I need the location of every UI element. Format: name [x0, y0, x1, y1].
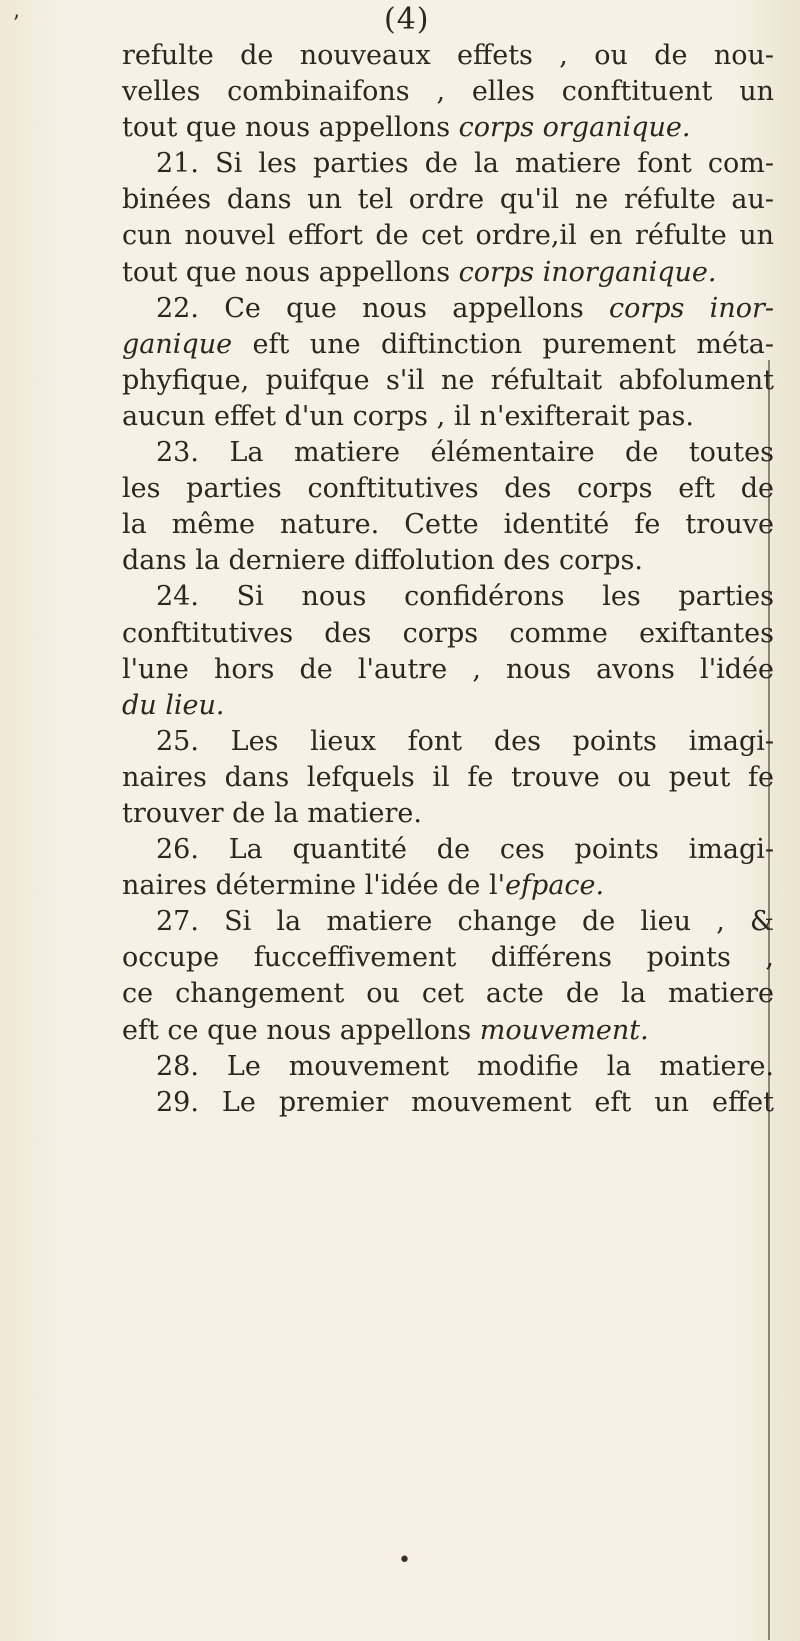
text-line: tout que nous appellons corps organique. — [122, 112, 691, 144]
paragraph-26: 26. La quantité de ces points imagi- — [156, 834, 774, 866]
text-line: naires détermine l'idée de l'efpace. — [122, 870, 605, 902]
text-line: tout que nous appellons corps inorganique. — [122, 256, 717, 288]
paragraph-21: 21. Si les parties de la matiere font com- — [156, 148, 774, 180]
paragraph-29: 29. Le premier mouvement eft un effet — [156, 1086, 774, 1118]
text-line: les parties conftitutives des corps eft de — [122, 473, 774, 505]
text-line: aucun effet d'un corps , il n'exifterait pas. — [122, 400, 694, 432]
text-line: l'une hors de l'autre , nous avons l'idée — [122, 653, 774, 685]
paragraph-24: 24. Si nous confidérons les parties — [156, 581, 774, 613]
page-number: (4) — [384, 2, 430, 37]
paragraph-27: 27. Si la matiere change de lieu , & — [156, 906, 774, 938]
text-line: ce changement ou cet acte de la matiere — [122, 978, 774, 1010]
text-line: eft ce que nous appellons mouvement. — [122, 1014, 649, 1046]
text-line: du lieu. — [122, 689, 225, 721]
text-line: conftitutives des corps comme exiftantes — [122, 617, 774, 649]
text-line: phyfique, puifque s'il ne réfultait abfolument — [122, 364, 774, 396]
text-line: la même nature. Cette identité fe trouve — [122, 509, 774, 541]
text-line: velles combinaifons , elles conftituent un — [122, 76, 774, 108]
paragraph-25: 25. Les lieux font des points imagi- — [156, 725, 774, 757]
text-line: naires dans lefquels il fe trouve ou peut fe — [122, 761, 774, 793]
text-line: binées dans un tel ordre qu'il ne réfulte au- — [122, 184, 774, 216]
ink-blot: • — [398, 1548, 411, 1573]
text-line: refulte de nouveaux effets , ou de nou- — [122, 40, 774, 71]
text-line: occupe fucceffivement différens points , — [122, 942, 774, 974]
text-line: dans la derniere diffolution des corps. — [122, 545, 643, 577]
body-text — [122, 38, 774, 1121]
text-line: trouver de la matiere. — [122, 797, 422, 829]
text-line: cun nouvel effort de cet ordre,il en réfulte un — [122, 220, 774, 252]
ink-speck: ʼ — [12, 12, 19, 37]
paragraph-23: 23. La matiere élémentaire de toutes — [156, 437, 774, 469]
paragraph-22: 22. Ce que nous appellons corps inor- — [156, 292, 774, 324]
text-line: ganique eft une diftinction purement méta- — [122, 328, 774, 360]
paragraph-28: 28. Le mouvement modifie la matiere. — [156, 1050, 774, 1082]
